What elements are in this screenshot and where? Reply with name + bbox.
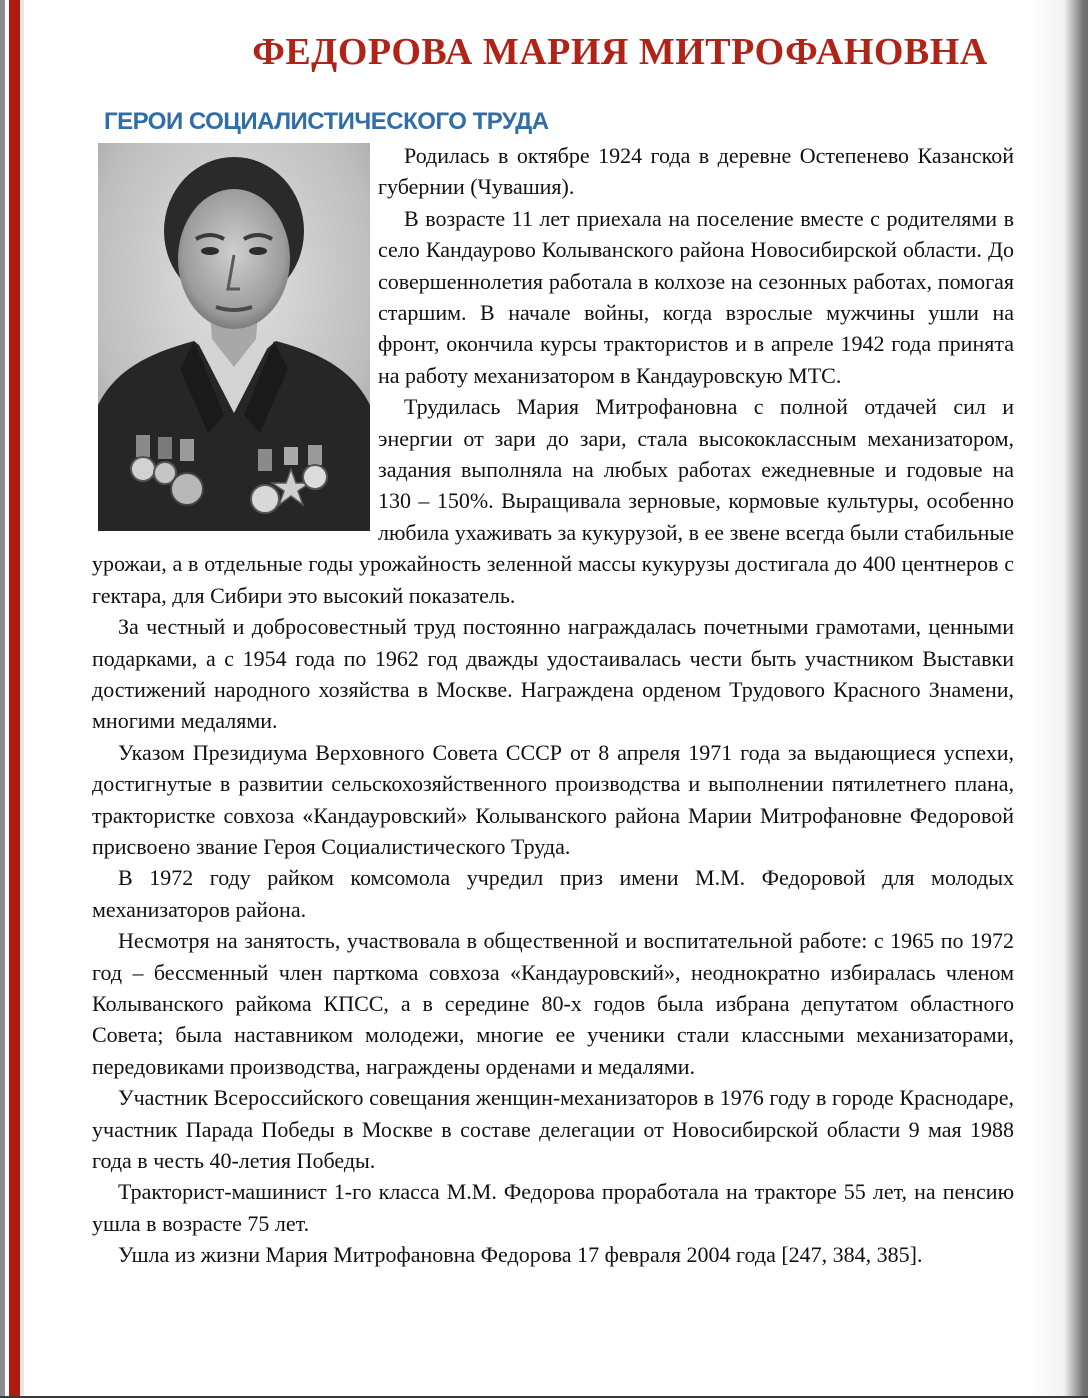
portrait-photo-icon (98, 143, 370, 531)
paragraph: За честный и добросовестный труд постоянно награждалась почетными грамотами, ценными подарками, а с 1954 года по 1962 год дважды удостаивалась чести быть участником Выставки достижений народного хозяйства в Москве. Награждена орденом Трудового Красного Знамени, многими медалями. (92, 614, 1014, 734)
paragraph: Участник Всероссийского совещания женщин-механизаторов в 1976 году в городе Краснодаре, участник Парада Победы в Москве в составе делегации от Новосибирской области 9 мая 1988 года в честь 40-летия Победы. (92, 1085, 1014, 1173)
paragraph: Трудилась Мария Митрофановна с полной отдачей сил и энергии от зари до зари, стала высококлассным механизатором, задания выполняла на любых работах ежедневные и годовые на 130 – 150%. Выращивала зерновые, кормовые культуры, особенно любила ухаживать за кукурузой, в ее звене всегда были стабильные урожаи, а в отдельные годы урожайность зеленной массы кукурузы достигала до 400 центнеров с гектара, для Сибири это высокий показатель. (92, 394, 1014, 608)
paragraph: В возрасте 11 лет приехала на поселение вместе с родителями в село Кандаурово Колыванского района Новосибирской области. До совершеннолетия работала в колхозе на сезонных работах, помогая старшим. В начале войны, когда взрослые мужчины ушли на фронт, окончила курсы трактористов и в апреле 1942 года принята на работу механизатором в Кандауровскую МТС. (378, 205, 1014, 388)
right-edge-shadow (1028, 0, 1088, 1398)
paragraph: В 1972 году райком комсомола учредил приз имени М.М. Федоровой для молодых механизаторов района. (92, 865, 1014, 922)
paragraph: Тракторист-машинист 1-го класса М.М. Федорова проработала на тракторе 55 лет, на пенсию ушла в возрасте 75 лет. (92, 1179, 1014, 1236)
section-subtitle: ГЕРОИ СОЦИАЛИСТИЧЕСКОГО ТРУДА (104, 108, 549, 135)
left-border-decoration (0, 0, 28, 1398)
paragraph: Несмотря на занятость, участвовала в общественной и воспитательной работе: с 1965 по 1972 год – бессменный член парткома совхоза «Кандауровский», неоднократно избиралась членом Колыванского райкома КПСС, а в середине 80-х годов была избрана депутатом областного Совета; была наставником молодежи, многие ее ученики стали классными механизаторами, передовиками производства, награждены орденами и медалями. (92, 928, 1014, 1079)
page-title: ФЕДОРОВА МАРИЯ МИТРОФАНОВНА (252, 31, 988, 73)
article-body (92, 140, 1014, 1271)
paragraph: Указом Президиума Верховного Совета СССР от 8 апреля 1971 года за выдающиеся успехи, достигнутые в развитии сельскохозяйственного производства и выполнении пятилетнего плана, трактористке совхоза «Кандауровский» Колыванского района Марии Митрофановне Федоровой присвоено звание Героя Социалистического Труда. (92, 739, 1014, 859)
paragraph: Ушла из жизни Мария Митрофановна Федорова 17 февраля 2004 года [247, 384, 385]. (118, 1242, 923, 1268)
paragraph: Родилась в октябре 1924 года в деревне Остепенево Казанской губернии (Чувашия). (378, 143, 1014, 200)
